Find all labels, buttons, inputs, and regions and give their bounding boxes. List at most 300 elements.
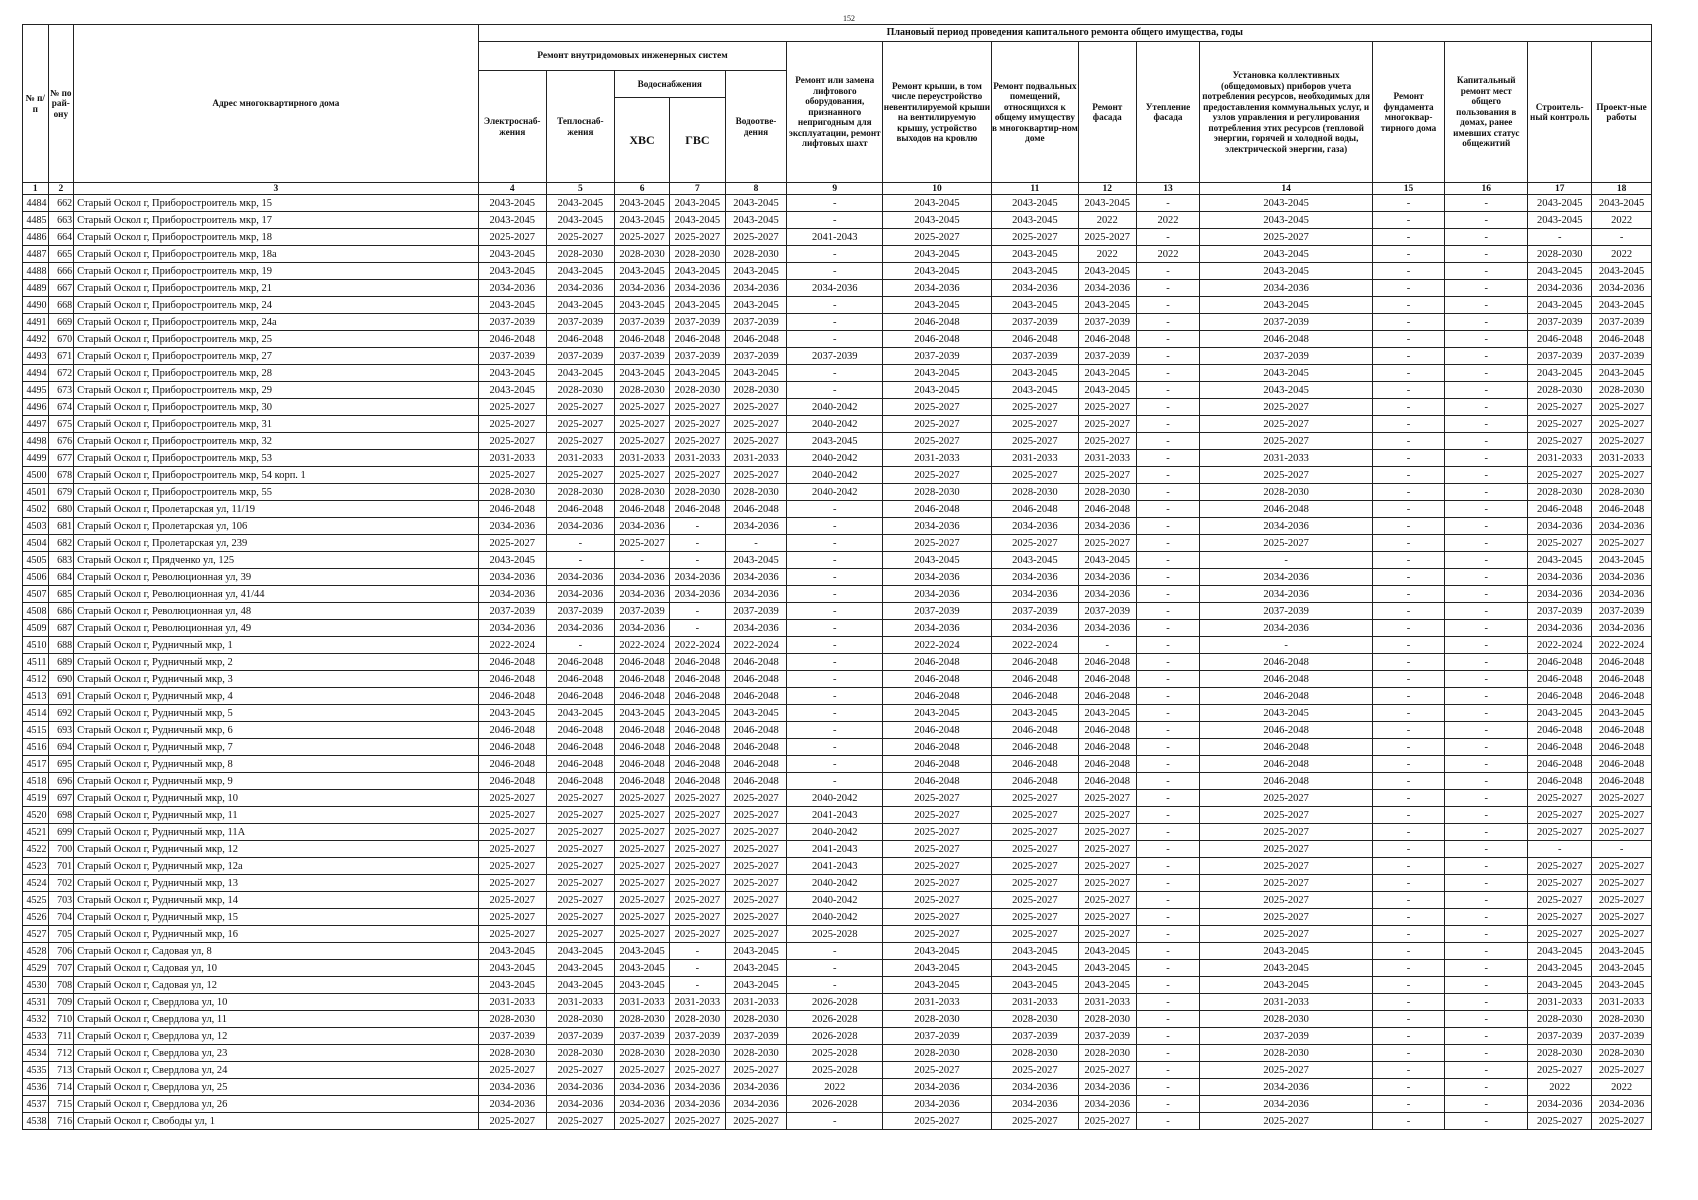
insulation-period-cell: - — [1136, 382, 1200, 399]
heat-period-cell: 2043-2045 — [546, 263, 614, 280]
electric-period-cell: 2025-2027 — [478, 1113, 546, 1130]
column-number: 4 — [478, 183, 546, 195]
dormitory-period-cell: - — [1445, 280, 1528, 297]
cold-water-period-cell: 2046-2048 — [614, 671, 669, 688]
row-index-cell: 4526 — [23, 909, 49, 926]
row-index-cell: 4489 — [23, 280, 49, 297]
design-works-period-cell: 2046-2048 — [1592, 688, 1652, 705]
facade-period-cell: 2031-2033 — [1079, 994, 1136, 1011]
drainage-period-cell: 2046-2048 — [725, 671, 787, 688]
foundation-period-cell: - — [1372, 654, 1444, 671]
header-design-works: Проект-ные работы — [1592, 42, 1652, 183]
design-works-period-cell: 2034-2036 — [1592, 1096, 1652, 1113]
roof-period-cell: 2046-2048 — [883, 756, 992, 773]
design-works-period-cell: 2025-2027 — [1592, 1113, 1652, 1130]
design-works-period-cell: - — [1592, 841, 1652, 858]
cold-water-period-cell: 2046-2048 — [614, 722, 669, 739]
facade-period-cell: 2025-2027 — [1079, 1113, 1136, 1130]
meters-period-cell: - — [1200, 552, 1372, 569]
drainage-period-cell: 2043-2045 — [725, 960, 787, 977]
construction-control-period-cell: 2025-2027 — [1528, 824, 1592, 841]
design-works-period-cell: 2043-2045 — [1592, 263, 1652, 280]
insulation-period-cell: - — [1136, 620, 1200, 637]
facade-period-cell: 2043-2045 — [1079, 297, 1136, 314]
drainage-period-cell: 2028-2030 — [725, 1045, 787, 1062]
design-works-period-cell: 2037-2039 — [1592, 1028, 1652, 1045]
roof-period-cell: 2025-2027 — [883, 1062, 992, 1079]
electric-period-cell: 2025-2027 — [478, 909, 546, 926]
electric-period-cell: 2046-2048 — [478, 756, 546, 773]
row-index-cell: 4508 — [23, 603, 49, 620]
address-cell: Старый Оскол г, Приборостроитель мкр, 25 — [74, 331, 479, 348]
elevator-period-cell: 2041-2043 — [787, 229, 883, 246]
dormitory-period-cell: - — [1445, 688, 1528, 705]
dormitory-period-cell: - — [1445, 824, 1528, 841]
address-cell: Старый Оскол г, Свердлова ул, 25 — [74, 1079, 479, 1096]
basement-period-cell: 2031-2033 — [991, 450, 1078, 467]
basement-period-cell: 2037-2039 — [991, 603, 1078, 620]
electric-period-cell: 2043-2045 — [478, 246, 546, 263]
cold-water-period-cell: 2025-2027 — [614, 858, 669, 875]
basement-period-cell: 2025-2027 — [991, 1113, 1078, 1130]
foundation-period-cell: - — [1372, 1096, 1444, 1113]
roof-period-cell: 2046-2048 — [883, 671, 992, 688]
district-index-cell: 707 — [48, 960, 74, 977]
elevator-period-cell: 2040-2042 — [787, 790, 883, 807]
foundation-period-cell: - — [1372, 688, 1444, 705]
roof-period-cell: 2037-2039 — [883, 1028, 992, 1045]
drainage-period-cell: 2034-2036 — [725, 1096, 787, 1113]
electric-period-cell: 2034-2036 — [478, 518, 546, 535]
foundation-period-cell: - — [1372, 195, 1444, 212]
drainage-period-cell: 2046-2048 — [725, 773, 787, 790]
dormitory-period-cell: - — [1445, 535, 1528, 552]
table-row — [23, 467, 1652, 484]
electric-period-cell: 2037-2039 — [478, 348, 546, 365]
elevator-period-cell: - — [787, 586, 883, 603]
heat-period-cell: 2025-2027 — [546, 399, 614, 416]
dormitory-period-cell: - — [1445, 603, 1528, 620]
design-works-period-cell: 2046-2048 — [1592, 773, 1652, 790]
electric-period-cell: 2046-2048 — [478, 739, 546, 756]
design-works-period-cell: 2046-2048 — [1592, 671, 1652, 688]
hot-water-period-cell: 2028-2030 — [670, 382, 725, 399]
construction-control-period-cell: 2043-2045 — [1528, 263, 1592, 280]
row-index-cell: 4523 — [23, 858, 49, 875]
cold-water-period-cell: 2037-2039 — [614, 603, 669, 620]
elevator-period-cell: - — [787, 688, 883, 705]
elevator-period-cell: - — [787, 365, 883, 382]
district-index-cell: 687 — [48, 620, 74, 637]
design-works-period-cell: 2037-2039 — [1592, 314, 1652, 331]
facade-period-cell: 2043-2045 — [1079, 263, 1136, 280]
table-row — [23, 1096, 1652, 1113]
district-index-cell: 713 — [48, 1062, 74, 1079]
column-number: 18 — [1592, 183, 1652, 195]
insulation-period-cell: - — [1136, 603, 1200, 620]
table-row — [23, 195, 1652, 212]
hot-water-period-cell: 2046-2048 — [670, 688, 725, 705]
column-number: 17 — [1528, 183, 1592, 195]
heat-period-cell: 2025-2027 — [546, 1113, 614, 1130]
electric-period-cell: 2028-2030 — [478, 1011, 546, 1028]
address-cell: Старый Оскол г, Рудничный мкр, 5 — [74, 705, 479, 722]
foundation-period-cell: - — [1372, 399, 1444, 416]
cold-water-period-cell: 2034-2036 — [614, 586, 669, 603]
heat-period-cell: 2025-2027 — [546, 858, 614, 875]
electric-period-cell: 2043-2045 — [478, 705, 546, 722]
electric-period-cell: 2034-2036 — [478, 280, 546, 297]
insulation-period-cell: - — [1136, 671, 1200, 688]
table-row — [23, 773, 1652, 790]
meters-period-cell: 2025-2027 — [1200, 790, 1372, 807]
elevator-period-cell: - — [787, 977, 883, 994]
heat-period-cell: 2043-2045 — [546, 365, 614, 382]
row-index-cell: 4510 — [23, 637, 49, 654]
drainage-period-cell: 2025-2027 — [725, 467, 787, 484]
facade-period-cell: 2043-2045 — [1079, 977, 1136, 994]
header-dormitory: Капитальный ремонт мест общего пользования в домах, ранее имевших статус общежитий — [1445, 42, 1528, 183]
foundation-period-cell: - — [1372, 807, 1444, 824]
row-index-cell: 4501 — [23, 484, 49, 501]
district-index-cell: 666 — [48, 263, 74, 280]
heat-period-cell: 2046-2048 — [546, 773, 614, 790]
hot-water-period-cell: 2043-2045 — [670, 212, 725, 229]
facade-period-cell: 2031-2033 — [1079, 450, 1136, 467]
design-works-period-cell: 2043-2045 — [1592, 943, 1652, 960]
hot-water-period-cell: 2025-2027 — [670, 229, 725, 246]
insulation-period-cell: - — [1136, 1028, 1200, 1045]
insulation-period-cell: - — [1136, 1096, 1200, 1113]
header-address: Адрес многоквартирного дома — [74, 25, 479, 183]
facade-period-cell: 2034-2036 — [1079, 280, 1136, 297]
heat-period-cell: 2025-2027 — [546, 1062, 614, 1079]
table-row — [23, 756, 1652, 773]
district-index-cell: 667 — [48, 280, 74, 297]
foundation-period-cell: - — [1372, 535, 1444, 552]
insulation-period-cell: - — [1136, 552, 1200, 569]
cold-water-period-cell: 2046-2048 — [614, 756, 669, 773]
facade-period-cell: 2034-2036 — [1079, 569, 1136, 586]
meters-period-cell: 2034-2036 — [1200, 620, 1372, 637]
column-number: 12 — [1079, 183, 1136, 195]
foundation-period-cell: - — [1372, 960, 1444, 977]
drainage-period-cell: 2025-2027 — [725, 416, 787, 433]
foundation-period-cell: - — [1372, 739, 1444, 756]
dormitory-period-cell: - — [1445, 756, 1528, 773]
electric-period-cell: 2025-2027 — [478, 229, 546, 246]
construction-control-period-cell: 2025-2027 — [1528, 535, 1592, 552]
hot-water-period-cell: - — [670, 977, 725, 994]
drainage-period-cell: 2025-2027 — [725, 229, 787, 246]
dormitory-period-cell: - — [1445, 246, 1528, 263]
design-works-period-cell: 2022 — [1592, 212, 1652, 229]
heat-period-cell: 2028-2030 — [546, 1045, 614, 1062]
foundation-period-cell: - — [1372, 892, 1444, 909]
heat-period-cell: 2028-2030 — [546, 1011, 614, 1028]
elevator-period-cell: 2026-2028 — [787, 994, 883, 1011]
column-number: 16 — [1445, 183, 1528, 195]
district-index-cell: 715 — [48, 1096, 74, 1113]
elevator-period-cell: - — [787, 501, 883, 518]
roof-period-cell: 2031-2033 — [883, 450, 992, 467]
table-row — [23, 484, 1652, 501]
drainage-period-cell: 2034-2036 — [725, 1079, 787, 1096]
page-number: 152 — [843, 14, 855, 23]
meters-period-cell: 2025-2027 — [1200, 824, 1372, 841]
facade-period-cell: 2046-2048 — [1079, 331, 1136, 348]
insulation-period-cell: - — [1136, 807, 1200, 824]
elevator-period-cell: - — [787, 603, 883, 620]
electric-period-cell: 2028-2030 — [478, 1045, 546, 1062]
hot-water-period-cell: 2046-2048 — [670, 654, 725, 671]
insulation-period-cell: - — [1136, 926, 1200, 943]
meters-period-cell: 2043-2045 — [1200, 297, 1372, 314]
elevator-period-cell: 2040-2042 — [787, 399, 883, 416]
hot-water-period-cell: 2025-2027 — [670, 824, 725, 841]
construction-control-period-cell: 2025-2027 — [1528, 1113, 1592, 1130]
foundation-period-cell: - — [1372, 586, 1444, 603]
heat-period-cell: 2046-2048 — [546, 756, 614, 773]
elevator-period-cell: 2034-2036 — [787, 280, 883, 297]
electric-period-cell: 2046-2048 — [478, 773, 546, 790]
foundation-period-cell: - — [1372, 977, 1444, 994]
district-index-cell: 693 — [48, 722, 74, 739]
heat-period-cell: 2028-2030 — [546, 246, 614, 263]
electric-period-cell: 2025-2027 — [478, 535, 546, 552]
foundation-period-cell: - — [1372, 212, 1444, 229]
meters-period-cell: 2043-2045 — [1200, 943, 1372, 960]
construction-control-period-cell: 2034-2036 — [1528, 1096, 1592, 1113]
construction-control-period-cell: 2025-2027 — [1528, 467, 1592, 484]
meters-period-cell: 2046-2048 — [1200, 756, 1372, 773]
hot-water-period-cell: 2034-2036 — [670, 586, 725, 603]
foundation-period-cell: - — [1372, 875, 1444, 892]
elevator-period-cell: 2040-2042 — [787, 416, 883, 433]
basement-period-cell: 2025-2027 — [991, 399, 1078, 416]
dormitory-period-cell: - — [1445, 960, 1528, 977]
basement-period-cell: 2043-2045 — [991, 365, 1078, 382]
heat-period-cell: - — [546, 535, 614, 552]
table-row — [23, 960, 1652, 977]
construction-control-period-cell: 2046-2048 — [1528, 773, 1592, 790]
row-index-cell: 4497 — [23, 416, 49, 433]
cold-water-period-cell: 2028-2030 — [614, 246, 669, 263]
facade-period-cell: 2037-2039 — [1079, 1028, 1136, 1045]
construction-control-period-cell: 2028-2030 — [1528, 1045, 1592, 1062]
insulation-period-cell: - — [1136, 1045, 1200, 1062]
electric-period-cell: 2025-2027 — [478, 926, 546, 943]
heat-period-cell: 2034-2036 — [546, 1096, 614, 1113]
facade-period-cell: 2037-2039 — [1079, 314, 1136, 331]
district-index-cell: 696 — [48, 773, 74, 790]
construction-control-period-cell: 2043-2045 — [1528, 297, 1592, 314]
address-cell: Старый Оскол г, Свердлова ул, 24 — [74, 1062, 479, 1079]
design-works-period-cell: 2043-2045 — [1592, 960, 1652, 977]
row-index-cell: 4507 — [23, 586, 49, 603]
meters-period-cell: 2028-2030 — [1200, 1011, 1372, 1028]
meters-period-cell: 2034-2036 — [1200, 1079, 1372, 1096]
basement-period-cell: 2025-2027 — [991, 858, 1078, 875]
foundation-period-cell: - — [1372, 552, 1444, 569]
design-works-period-cell: 2025-2027 — [1592, 824, 1652, 841]
meters-period-cell: 2025-2027 — [1200, 807, 1372, 824]
electric-period-cell: 2025-2027 — [478, 858, 546, 875]
hot-water-period-cell: 2034-2036 — [670, 1096, 725, 1113]
hot-water-period-cell: 2025-2027 — [670, 790, 725, 807]
elevator-period-cell: - — [787, 212, 883, 229]
address-cell: Старый Оскол г, Садовая ул, 12 — [74, 977, 479, 994]
cold-water-period-cell: 2043-2045 — [614, 263, 669, 280]
basement-period-cell: 2043-2045 — [991, 212, 1078, 229]
insulation-period-cell: - — [1136, 518, 1200, 535]
hot-water-period-cell: 2043-2045 — [670, 365, 725, 382]
insulation-period-cell: - — [1136, 637, 1200, 654]
insulation-period-cell: - — [1136, 195, 1200, 212]
foundation-period-cell: - — [1372, 314, 1444, 331]
drainage-period-cell: 2046-2048 — [725, 654, 787, 671]
address-cell: Старый Оскол г, Садовая ул, 8 — [74, 943, 479, 960]
electric-period-cell: 2034-2036 — [478, 1096, 546, 1113]
district-index-cell: 684 — [48, 569, 74, 586]
drainage-period-cell: 2025-2027 — [725, 824, 787, 841]
table-row — [23, 314, 1652, 331]
table-row — [23, 671, 1652, 688]
column-number: 5 — [546, 183, 614, 195]
drainage-period-cell: 2031-2033 — [725, 450, 787, 467]
foundation-period-cell: - — [1372, 297, 1444, 314]
district-index-cell: 704 — [48, 909, 74, 926]
electric-period-cell: 2043-2045 — [478, 382, 546, 399]
design-works-period-cell: 2025-2027 — [1592, 875, 1652, 892]
foundation-period-cell: - — [1372, 331, 1444, 348]
meters-period-cell: - — [1200, 637, 1372, 654]
elevator-period-cell: - — [787, 569, 883, 586]
insulation-period-cell: - — [1136, 875, 1200, 892]
facade-period-cell: 2025-2027 — [1079, 909, 1136, 926]
meters-period-cell: 2037-2039 — [1200, 603, 1372, 620]
roof-period-cell: 2043-2045 — [883, 960, 992, 977]
roof-period-cell: 2034-2036 — [883, 569, 992, 586]
address-cell: Старый Оскол г, Рудничный мкр, 2 — [74, 654, 479, 671]
row-index-cell: 4491 — [23, 314, 49, 331]
table-row — [23, 994, 1652, 1011]
meters-period-cell: 2046-2048 — [1200, 501, 1372, 518]
foundation-period-cell: - — [1372, 1045, 1444, 1062]
construction-control-period-cell: 2043-2045 — [1528, 212, 1592, 229]
meters-period-cell: 2043-2045 — [1200, 246, 1372, 263]
cold-water-period-cell: 2025-2027 — [614, 433, 669, 450]
design-works-period-cell: 2046-2048 — [1592, 756, 1652, 773]
dormitory-period-cell: - — [1445, 722, 1528, 739]
header-cold-water: ХВС — [614, 98, 669, 183]
row-index-cell: 4534 — [23, 1045, 49, 1062]
insulation-period-cell: - — [1136, 229, 1200, 246]
elevator-period-cell: 2025-2028 — [787, 1045, 883, 1062]
facade-period-cell: 2043-2045 — [1079, 705, 1136, 722]
drainage-period-cell: 2046-2048 — [725, 501, 787, 518]
elevator-period-cell: 2040-2042 — [787, 892, 883, 909]
electric-period-cell: 2025-2027 — [478, 399, 546, 416]
heat-period-cell: - — [546, 552, 614, 569]
drainage-period-cell: 2046-2048 — [725, 756, 787, 773]
design-works-period-cell: 2025-2027 — [1592, 790, 1652, 807]
hot-water-period-cell: 2046-2048 — [670, 739, 725, 756]
dormitory-period-cell: - — [1445, 331, 1528, 348]
heat-period-cell: 2025-2027 — [546, 824, 614, 841]
electric-period-cell: 2043-2045 — [478, 212, 546, 229]
drainage-period-cell: 2031-2033 — [725, 994, 787, 1011]
basement-period-cell: 2043-2045 — [991, 977, 1078, 994]
row-index-cell: 4503 — [23, 518, 49, 535]
foundation-period-cell: - — [1372, 858, 1444, 875]
insulation-period-cell: - — [1136, 1113, 1200, 1130]
header-meters: Установка коллективных (общедомовых) приборов учета потребления ресурсов, необходимых для предоставления коммунальных услуг, и узлов управления и регулирования потребления этих ресурсов (тепловой энергии, горячей и холодной воды, электрической энергии, газа) — [1200, 42, 1372, 183]
district-index-cell: 701 — [48, 858, 74, 875]
meters-period-cell: 2037-2039 — [1200, 348, 1372, 365]
header-electric: Электроснаб-жения — [478, 71, 546, 183]
address-cell: Старый Оскол г, Приборостроитель мкр, 29 — [74, 382, 479, 399]
foundation-period-cell: - — [1372, 1028, 1444, 1045]
basement-period-cell: 2043-2045 — [991, 195, 1078, 212]
hot-water-period-cell: - — [670, 620, 725, 637]
design-works-period-cell: - — [1592, 229, 1652, 246]
design-works-period-cell: 2025-2027 — [1592, 926, 1652, 943]
meters-period-cell: 2031-2033 — [1200, 994, 1372, 1011]
drainage-period-cell: 2025-2027 — [725, 807, 787, 824]
cold-water-period-cell: 2043-2045 — [614, 195, 669, 212]
table-row — [23, 688, 1652, 705]
basement-period-cell: 2025-2027 — [991, 1062, 1078, 1079]
roof-period-cell: 2043-2045 — [883, 552, 992, 569]
hot-water-period-cell: 2046-2048 — [670, 501, 725, 518]
foundation-period-cell: - — [1372, 416, 1444, 433]
meters-period-cell: 2043-2045 — [1200, 705, 1372, 722]
meters-period-cell: 2025-2027 — [1200, 841, 1372, 858]
electric-period-cell: 2025-2027 — [478, 841, 546, 858]
dormitory-period-cell: - — [1445, 1028, 1528, 1045]
facade-period-cell: 2037-2039 — [1079, 348, 1136, 365]
district-index-cell: 664 — [48, 229, 74, 246]
facade-period-cell: 2025-2027 — [1079, 892, 1136, 909]
foundation-period-cell: - — [1372, 909, 1444, 926]
insulation-period-cell: - — [1136, 297, 1200, 314]
electric-period-cell: 2043-2045 — [478, 365, 546, 382]
electric-period-cell: 2046-2048 — [478, 671, 546, 688]
elevator-period-cell: - — [787, 943, 883, 960]
roof-period-cell: 2025-2027 — [883, 535, 992, 552]
design-works-period-cell: 2043-2045 — [1592, 195, 1652, 212]
hot-water-period-cell: 2028-2030 — [670, 1045, 725, 1062]
construction-control-period-cell: 2046-2048 — [1528, 739, 1592, 756]
row-index-cell: 4537 — [23, 1096, 49, 1113]
design-works-period-cell: 2043-2045 — [1592, 365, 1652, 382]
row-index-cell: 4504 — [23, 535, 49, 552]
foundation-period-cell: - — [1372, 603, 1444, 620]
design-works-period-cell: 2028-2030 — [1592, 382, 1652, 399]
design-works-period-cell: 2046-2048 — [1592, 501, 1652, 518]
roof-period-cell: 2034-2036 — [883, 1079, 992, 1096]
row-index-cell: 4506 — [23, 569, 49, 586]
foundation-period-cell: - — [1372, 773, 1444, 790]
dormitory-period-cell: - — [1445, 1113, 1528, 1130]
row-index-cell: 4494 — [23, 365, 49, 382]
table-row — [23, 620, 1652, 637]
elevator-period-cell: - — [787, 1113, 883, 1130]
hot-water-period-cell: 2025-2027 — [670, 1062, 725, 1079]
facade-period-cell: 2025-2027 — [1079, 841, 1136, 858]
drainage-period-cell: 2025-2027 — [725, 926, 787, 943]
